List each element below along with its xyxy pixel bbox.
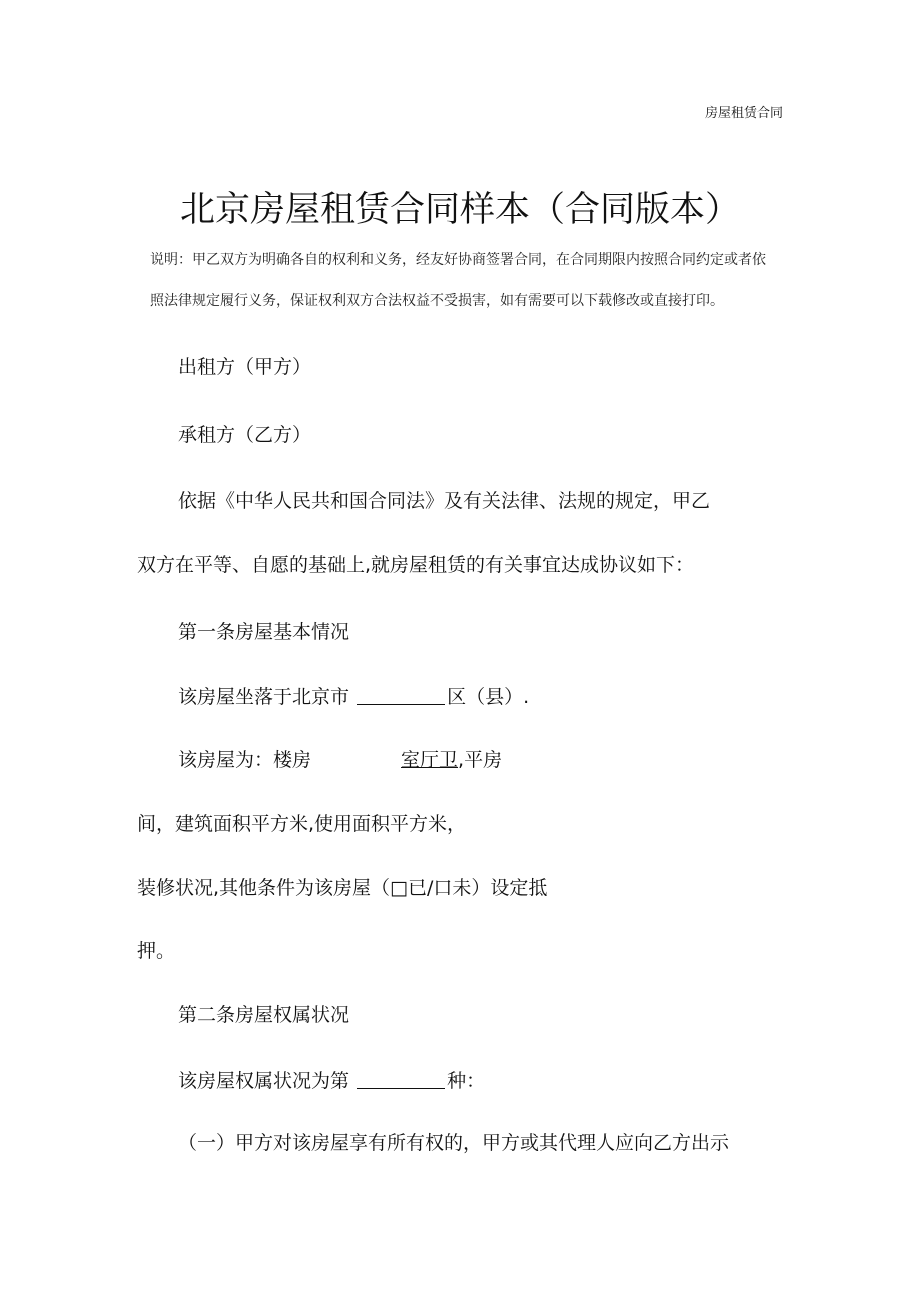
- house-type-rooms: 室厅卫: [401, 749, 459, 771]
- condition-end-line: 押。: [137, 940, 176, 962]
- description-line-1: 说明：甲乙双方为明确各自的权利和义务，经友好协商签署合同，在合同期限内按照合同约定或者依: [150, 252, 766, 268]
- article-2-title: 第二条房屋权属状况: [178, 1004, 350, 1026]
- header-note: 房屋租赁合同: [704, 106, 783, 121]
- lessor-line: 出租方（甲方）: [178, 356, 312, 378]
- house-type-line: [178, 745, 502, 772]
- basis-line-1: 依据《中华人民共和国合同法》及有关法律、法规的规定，甲乙: [178, 490, 711, 512]
- area-line: 间，建筑面积平方米,使用面积平方米，: [137, 813, 467, 835]
- article-1-title: 第一条房屋基本情况: [178, 621, 350, 643]
- ownership-suffix: 种：: [447, 1070, 486, 1092]
- location-line: [178, 682, 529, 709]
- description-line-2: 照法律规定履行义务，保证权利双方合法权益不受损害，如有需要可以下载修改或直接打印。: [150, 293, 724, 309]
- page-title: 北京房屋租赁合同样本（合同版本）: [179, 190, 740, 230]
- district-blank: [357, 685, 445, 705]
- house-type-prefix: 该房屋为：楼房: [178, 749, 312, 771]
- basis-line-2: 双方在平等、自愿的基础上,就房屋租赁的有关事宜达成协议如下：: [137, 554, 695, 576]
- ownership-line: [178, 1066, 485, 1093]
- ownership-blank: [357, 1069, 445, 1089]
- condition-line: 装修状况,其他条件为该房屋（□已/口未）设定抵: [137, 877, 548, 899]
- location-prefix: 该房屋坐落于北京市: [178, 686, 350, 708]
- ownership-prefix: 该房屋权属状况为第: [178, 1070, 350, 1092]
- clause-1-line: （一）甲方对该房屋享有所有权的，甲方或其代理人应向乙方出示: [178, 1132, 730, 1154]
- house-type-suffix: ,平房: [458, 749, 503, 771]
- lessee-line: 承租方（乙方）: [178, 424, 312, 446]
- location-suffix: 区（县）.: [447, 686, 530, 708]
